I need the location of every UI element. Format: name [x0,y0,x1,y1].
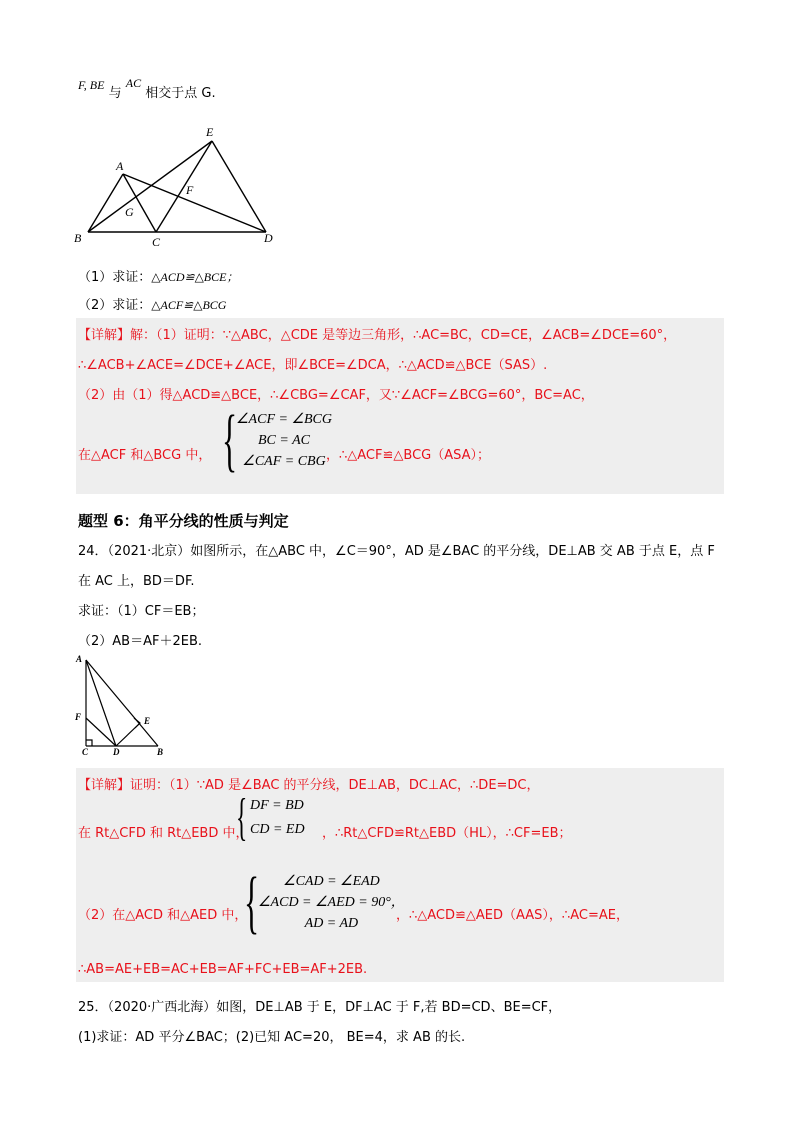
label-E: E [206,125,214,139]
label-E: E [144,716,151,726]
label-B: B [157,747,164,757]
label-D: D [264,231,273,245]
q23-rest: 相交于点 G. [145,86,216,101]
q23-triangle-figure [70,118,290,253]
label-D: D [113,747,120,757]
seg-AB [86,660,158,746]
q23-yu: 与 [108,86,122,101]
q24-line1: 24．（2021·北京）如图所示，在△ABC 中，∠C＝90°，AD 是∠BAC 的平分线，DE⊥AB 交 AB 于点 E，点 F [78,544,715,559]
label-B: B [74,231,82,245]
q23-ans-line4-prefix: 在△ACF 和△BCG 中， [78,448,212,463]
q24-system1-line: DF = BD [250,798,304,813]
label-F: F [75,712,82,722]
label-F: F [186,183,194,197]
label-A: A [76,654,83,664]
label-A: A [116,159,124,173]
q25-line1: 25．（2020·广西北海）如图，DE⊥AB 于 E，DF⊥AC 于 F,若 BD=CD、BE=CF， [78,1000,562,1015]
q23-fbe: F, BE [78,78,105,92]
section-heading: 题型 6：角平分线的性质与判定 [78,512,289,530]
q25-line2: (1)求证：AD 平分∠BAC；(2)已知 AC=20， BE=4，求 AB 的长. [78,1030,466,1045]
q24-ans-line3-suffix: ，∴△ACD≌△AED（AAS），∴AC=AE， [396,908,629,923]
q24-system1-line: CD = ED [250,822,305,837]
q23-part2-math: △ACF≌△BCG [151,298,227,312]
q24-ans-line2-suffix: ，∴Rt△CFD≌Rt△EBD（HL），∴CF=EB； [322,826,572,841]
label-C: C [82,747,89,757]
q23-intro-line [78,76,216,101]
seg-BE [88,141,212,232]
label-G: G [125,205,134,219]
left-brace: { [236,789,248,846]
q23-ans-line2: ∴∠ACB+∠ACE=∠DCE+∠ACE，即∠BCE=∠DCA，∴△ACD≌△BCE（SAS）. [78,358,548,373]
q23-system-line: BC = AC [258,433,310,448]
left-brace: { [222,402,238,479]
q23-part1-prefix: （1）求证： [78,270,152,285]
q24-line3: 求证：（1）CF＝EB； [78,604,205,619]
q23-ans-line3: （2）由（1）得△ACD≌△BCE，∴∠CBG=∠CAF，又∵∠ACF=∠BCG=60°，BC=AC， [78,388,594,403]
seg-ED [212,141,266,232]
right-angle-E [134,718,140,728]
left-brace: { [244,864,260,941]
q24-ans-line2-prefix: 在 Rt△CFD 和 Rt△EBD 中， [78,826,249,841]
right-angle-C [86,740,92,746]
q23-system-line: ∠ACF = ∠BCG [236,412,332,427]
q23-part1-math: △ACD≌△BCE； [151,270,239,284]
q24-system2-line: AD = AD [304,916,359,931]
seg-BA [88,174,123,232]
q24-system2-line: ∠ACD = ∠AED = 90°， [258,895,405,910]
q24-ans-line3-prefix: （2）在△ACD 和△AED 中， [78,908,248,923]
q23-answer-box [76,318,724,494]
q24-ans-line4: ∴AB=AE+EB=AC+EB=AF+FC+EB=AF+2EB. [78,962,368,977]
q23-ans-line4-suffix: ，∴△ACF≌△BCG（ASA）； [326,448,490,463]
q23-ans-line1: 【详解】解：（1）证明：∵△ABC，△CDE 是等边三角形，∴AC=BC，CD=CE，∠ACB=∠DCE=60°， [78,328,677,343]
q24-system2-line: ∠CAD = ∠EAD [283,874,380,889]
seg-AD [123,174,266,232]
q23-system-line: ∠CAF = CBG [242,454,326,469]
q23-part2 [78,294,226,313]
q24-right-triangle-figure [72,652,172,758]
seg-CE [156,141,212,232]
q24-equation-system-1 [236,789,305,846]
label-C: C [152,235,161,249]
q24-line4: （2）AB＝AF＋2EB. [78,634,202,649]
q23-equation-system [222,402,332,479]
q23-part1 [78,266,238,285]
q24-ans-line1: 【详解】证明：（1）∵AD 是∠BAC 的平分线，DE⊥AB，DC⊥AC，∴DE=DC， [78,778,540,793]
q24-line2: 在 AC 上，BD＝DF. [78,574,195,589]
q23-ac: AC [125,76,142,90]
q24-equation-system-2 [244,864,405,941]
seg-AD [86,660,116,746]
q23-part2-prefix: （2）求证： [78,298,152,313]
